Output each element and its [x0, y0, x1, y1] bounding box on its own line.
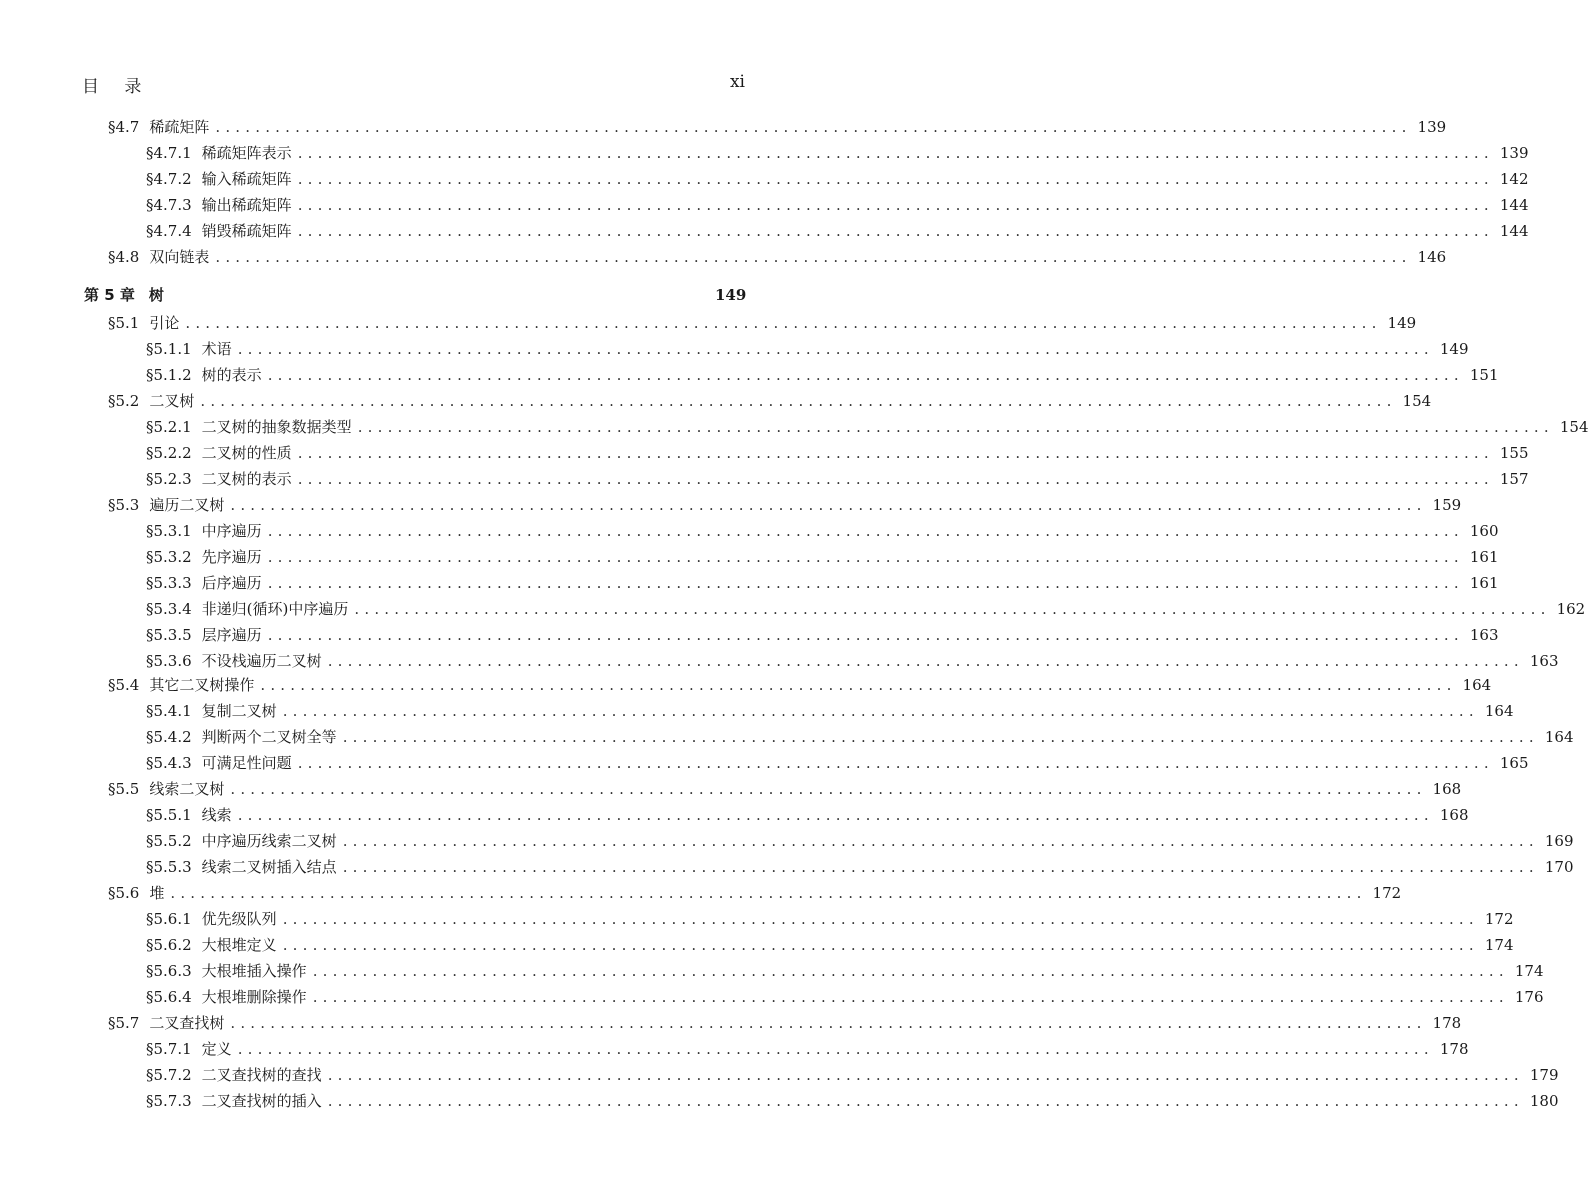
dot-leader: ........................................................................................................................ [230, 780, 1427, 798]
toc-entry[interactable] [0, 882, 1402, 904]
toc-entry-number: §5.2.1 [146, 418, 192, 436]
toc-entry-number: §5.3.2 [146, 548, 192, 566]
dot-leader: ........................................................................................................................ [267, 548, 1464, 566]
toc-entry-number: §5.3.6 [146, 652, 192, 670]
toc-entry-title: 二叉查找树的查找 [201, 1066, 322, 1084]
toc-entry-number: §4.7.1 [146, 144, 192, 162]
dot-leader: ........................................................................................................................ [230, 496, 1427, 514]
toc-entry-page: 144 [1499, 196, 1529, 214]
toc-entry-title: 稀疏矩阵表示 [201, 144, 292, 162]
toc-entry-page: 168 [1432, 780, 1462, 798]
toc-entry-title: 其它二叉树操作 [149, 676, 255, 694]
toc-entry-page: 172 [1372, 884, 1402, 902]
toc-entry-number: §5.7 [108, 1014, 140, 1032]
toc-entry[interactable] [0, 572, 1499, 594]
dot-leader: ........................................................................................................................ [297, 470, 1494, 488]
toc-entry-page: 178 [1439, 1040, 1469, 1058]
toc-entry-page: 164 [1462, 676, 1492, 694]
toc-entry-number: §5.3.3 [146, 574, 192, 592]
toc-entry[interactable] [0, 934, 1514, 956]
toc-entry[interactable] [0, 726, 1574, 748]
toc-entry-page: 168 [1439, 806, 1469, 824]
toc-entry-title: 树的表示 [201, 366, 262, 384]
toc-entry[interactable] [0, 752, 1529, 774]
toc-entry-title: 线索二叉树插入结点 [201, 858, 337, 876]
toc-entry-title: 双向链表 [149, 248, 210, 266]
toc-entry-page: 163 [1529, 652, 1559, 670]
toc-entry[interactable] [0, 194, 1529, 216]
dot-leader: ........................................................................................................................ [267, 626, 1464, 644]
toc-entry-number: §5.6.4 [146, 988, 192, 1006]
dot-leader: ........................................................................................................................ [215, 248, 1412, 266]
toc-entry[interactable] [0, 986, 1544, 1008]
dot-leader: ........................................................................................................................ [200, 392, 1397, 410]
toc-entry[interactable] [0, 830, 1574, 852]
toc-entry-title: 二叉查找树 [149, 1014, 225, 1032]
toc-entry-number: §5.2 [108, 392, 140, 410]
toc-entry[interactable] [0, 960, 1544, 982]
dot-leader: ........................................................................................................................ [342, 832, 1539, 850]
toc-entry[interactable] [0, 116, 1447, 138]
toc-chapter-entry[interactable] [0, 284, 829, 306]
toc-entry-number: §4.7.2 [146, 170, 192, 188]
toc-entry[interactable] [0, 416, 1589, 438]
toc-entry[interactable] [0, 1012, 1462, 1034]
dot-leader: ........................................................................................................................ [354, 600, 1551, 618]
toc-entry-number: §5.6.3 [146, 962, 192, 980]
toc-entry-page: 146 [1417, 248, 1447, 266]
toc-entry-number: §5.7.1 [146, 1040, 192, 1058]
toc-entry-number: §5.4.1 [146, 702, 192, 720]
toc-entry-number: §4.7 [108, 118, 140, 136]
toc-entry-page: 165 [1499, 754, 1529, 772]
toc-entry-title: 可满足性问题 [201, 754, 292, 772]
dot-leader: ........................................................................................................................ [342, 858, 1539, 876]
dot-leader: ........................................................................................................................ [297, 754, 1494, 772]
toc-entry-title: 不设栈遍历二叉树 [201, 652, 322, 670]
dot-leader: ........................................................................................................................ [327, 1066, 1524, 1084]
toc-entry-page: 155 [1499, 444, 1529, 462]
toc-entry-page: 151 [1469, 366, 1499, 384]
toc-entry-number: §5.1.1 [146, 340, 192, 358]
toc-entry-page: 178 [1432, 1014, 1462, 1032]
toc-entry-title: 先序遍历 [201, 548, 262, 566]
toc-entry-title: 销毁稀疏矩阵 [201, 222, 292, 240]
toc-entry-title: 后序遍历 [201, 574, 262, 592]
toc-entry[interactable] [0, 674, 1492, 696]
toc-entry-number: §5.6.1 [146, 910, 192, 928]
toc-entry-title: 二叉树的性质 [201, 444, 292, 462]
toc-entry-number: §5.6 [108, 884, 140, 902]
toc-entry-title: 二叉树的表示 [201, 470, 292, 488]
toc-entry-title: 大根堆删除操作 [201, 988, 307, 1006]
toc-entry[interactable] [0, 442, 1529, 464]
toc-entry-title: 优先级队列 [201, 910, 277, 928]
dot-leader: ........................................................................................................................ [327, 1092, 1524, 1110]
dot-leader: ........................................................................................................................ [342, 728, 1539, 746]
toc-entry[interactable] [0, 1064, 1559, 1086]
toc-entry-title: 稀疏矩阵 [149, 118, 210, 136]
toc-entry[interactable] [0, 520, 1499, 542]
dot-leader: ........................................................................................................................ [312, 988, 1509, 1006]
toc-entry-number: §5.1 [108, 314, 140, 332]
toc-entry[interactable] [0, 908, 1514, 930]
toc-entry-number: §5.4 [108, 676, 140, 694]
toc-entry-page: 154 [1402, 392, 1432, 410]
toc-entry[interactable] [0, 390, 1432, 412]
dot-leader: ........................................................................................................................ [237, 1040, 1434, 1058]
toc-entry[interactable] [0, 856, 1574, 878]
toc-entry-number: §5.2.2 [146, 444, 192, 462]
dot-leader: ........................................................................................................................ [267, 522, 1464, 540]
toc-entry[interactable] [0, 804, 1469, 826]
toc-entry-number: §5.6.2 [146, 936, 192, 954]
toc-entry-page: 154 [1559, 418, 1589, 436]
toc-entry-number: §5.4.3 [146, 754, 192, 772]
toc-entry[interactable] [0, 468, 1529, 490]
dot-leader: ........................................................................................................................ [297, 444, 1494, 462]
dot-leader: ........................................................................................................................ [327, 652, 1524, 670]
toc-entry[interactable] [0, 1038, 1469, 1060]
toc-entry-page: 164 [1544, 728, 1574, 746]
toc-entry-title: 二叉树的抽象数据类型 [201, 418, 352, 436]
toc-entry-page: 174 [1514, 962, 1544, 980]
toc-entry-page: 170 [1544, 858, 1574, 876]
toc-entry[interactable] [0, 338, 1469, 360]
toc-entry[interactable] [0, 142, 1529, 164]
dot-leader: ........................................................................................................................ [282, 910, 1479, 928]
toc-entry-number: §5.5.1 [146, 806, 192, 824]
toc-entry-number: §5.5.3 [146, 858, 192, 876]
toc-entry[interactable] [0, 494, 1462, 516]
dot-leader: ........................................................................................................................ [282, 936, 1479, 954]
toc-entry-page: 169 [1544, 832, 1574, 850]
dot-leader: ........................................................................................................................ [185, 314, 1382, 332]
dot-leader: ........................................................................................................................ [297, 196, 1494, 214]
running-head-title: 目 录 [82, 77, 152, 97]
toc-entry-number: §5.7.2 [146, 1066, 192, 1084]
toc-entry-number: §4.7.3 [146, 196, 192, 214]
toc-entry-page: 179 [1529, 1066, 1559, 1084]
toc-entry[interactable] [0, 1090, 1559, 1112]
toc-entry-number: §5.2.3 [146, 470, 192, 488]
toc-entry-title: 判断两个二叉树全等 [201, 728, 337, 746]
toc-entry-number: §5.3.4 [146, 600, 192, 618]
toc-entry-title: 树 [148, 286, 164, 304]
toc-entry-title: 复制二叉树 [201, 702, 277, 720]
toc-entry-page: 157 [1499, 470, 1529, 488]
toc-entry[interactable] [0, 598, 1586, 620]
toc-entry[interactable] [0, 624, 1499, 646]
dot-leader: ........................................................................................................................ [282, 702, 1479, 720]
running-head [82, 72, 745, 98]
toc-entry-number: §5.3 [108, 496, 140, 514]
dot-leader: ........................................................................................................................ [260, 676, 1457, 694]
toc-entry-number: §4.8 [108, 248, 140, 266]
toc-entry-title: 层序遍历 [201, 626, 262, 644]
toc-entry-page: 139 [1417, 118, 1447, 136]
toc-entry-title: 定义 [201, 1040, 232, 1058]
toc-entry-title: 堆 [149, 884, 165, 902]
toc-entry-title: 术语 [201, 340, 232, 358]
dot-leader: ........................................................................................................................ [357, 418, 1554, 436]
toc-entry-page: 144 [1499, 222, 1529, 240]
toc-entry-title: 线索 [201, 806, 232, 824]
dot-leader: ........................................................................................................................ [297, 222, 1494, 240]
toc-entry-title: 大根堆插入操作 [201, 962, 307, 980]
dot-leader: ........................................................................................................................ [237, 340, 1434, 358]
toc-entry-page: 180 [1529, 1092, 1559, 1110]
toc-entry-title: 引论 [149, 314, 180, 332]
toc-entry-title: 非递归(循环)中序遍历 [201, 600, 349, 618]
toc-entry[interactable] [0, 700, 1514, 722]
dot-leader: ........................................................................................................................ [267, 366, 1464, 384]
toc-entry-title: 输入稀疏矩阵 [201, 170, 292, 188]
toc-entry-number: §5.5 [108, 780, 140, 798]
dot-leader: ........................................................................................................................ [237, 806, 1434, 824]
toc-entry-page: 161 [1469, 548, 1499, 566]
toc-entry-number: §5.4.2 [146, 728, 192, 746]
toc-entry-page: 149 [1439, 340, 1469, 358]
toc-entry-title: 输出稀疏矩阵 [201, 196, 292, 214]
toc-entry-page: 149 [1387, 314, 1417, 332]
toc-entry-title: 二叉树 [149, 392, 195, 410]
toc-entry-title: 中序遍历 [201, 522, 262, 540]
toc-entry-page: 160 [1469, 522, 1499, 540]
toc-entry[interactable] [0, 546, 1499, 568]
toc-entry-number: §5.3.1 [146, 522, 192, 540]
dot-leader: ........................................................................................................................ [230, 1014, 1427, 1032]
toc-entry[interactable] [0, 778, 1462, 800]
dot-leader: ........................................................................................................................ [312, 962, 1509, 980]
dot-leader: ........................................................................................................................ [297, 170, 1494, 188]
dot-leader: ........................................................................................................................ [297, 144, 1494, 162]
toc-entry[interactable] [0, 220, 1529, 242]
toc-entry-title: 线索二叉树 [149, 780, 225, 798]
toc-entry-page: 159 [1432, 496, 1462, 514]
toc-entry-page: 161 [1469, 574, 1499, 592]
toc-entry[interactable] [0, 650, 1559, 672]
toc-entry-page: 142 [1499, 170, 1529, 188]
toc-entry-title: 二叉查找树的插入 [201, 1092, 322, 1110]
toc-entry-page: 162 [1556, 600, 1586, 618]
toc-entry-page: 172 [1484, 910, 1514, 928]
toc-entry-number: §5.7.3 [146, 1092, 192, 1110]
toc-entry-title: 中序遍历线索二叉树 [201, 832, 337, 850]
toc-entry-page: 139 [1499, 144, 1529, 162]
toc-entry-number: §4.7.4 [146, 222, 192, 240]
toc-entry-page: 176 [1514, 988, 1544, 1006]
running-head-page-number: xi [729, 72, 745, 92]
toc-entry[interactable] [0, 312, 1417, 334]
toc-entry[interactable] [0, 168, 1529, 190]
toc-entry[interactable] [0, 246, 1447, 268]
dot-leader: ........................................................................................................................ [215, 118, 1412, 136]
toc-entry-title: 遍历二叉树 [149, 496, 225, 514]
toc-entry-page: 174 [1484, 936, 1514, 954]
toc-entry[interactable] [0, 364, 1499, 386]
toc-entry-title: 大根堆定义 [201, 936, 277, 954]
dot-leader: ........................................................................................................................ [267, 574, 1464, 592]
toc-entry-number: §5.3.5 [146, 626, 192, 644]
toc-entry-page: 164 [1484, 702, 1514, 720]
toc-entry-page: 163 [1469, 626, 1499, 644]
toc-entry-number: §5.1.2 [146, 366, 192, 384]
toc-entry-page: 149 [715, 286, 747, 304]
dot-leader: ........................................................................................................................ [170, 884, 1367, 902]
toc-entry-number: §5.5.2 [146, 832, 192, 850]
toc-entry-number: 第 5 章 [84, 286, 135, 304]
